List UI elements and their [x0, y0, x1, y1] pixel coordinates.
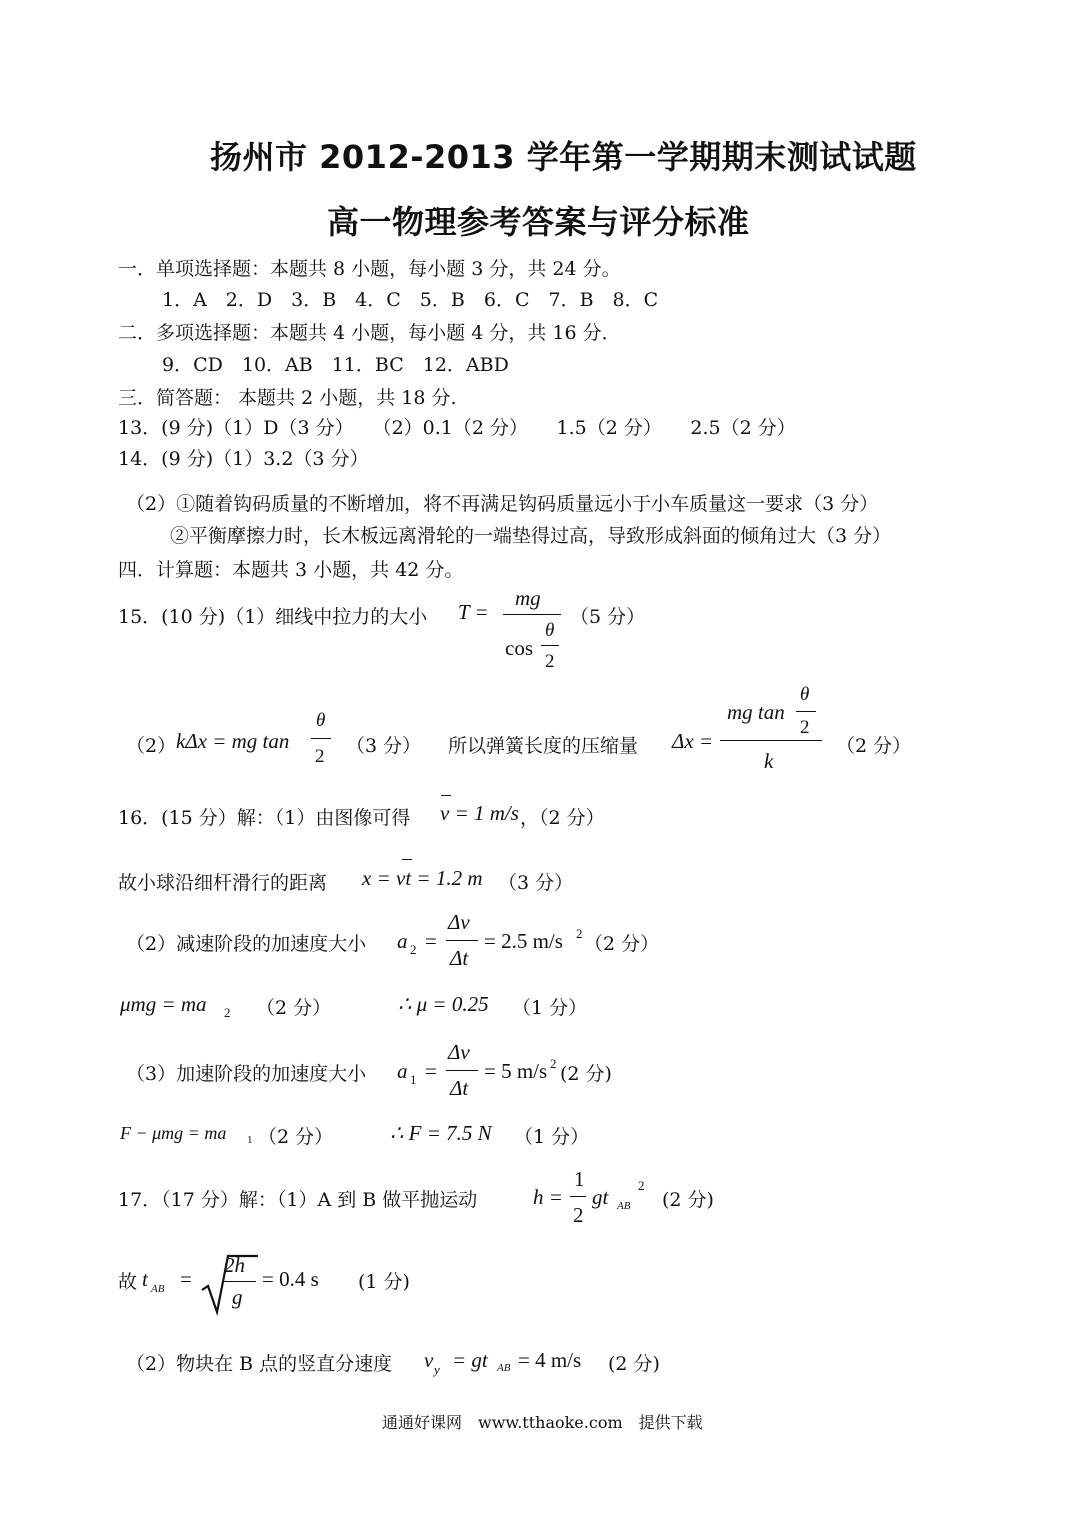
- q17-line2-rhs: = 0.4 s: [262, 1267, 319, 1291]
- q16-line4-sub: 2: [224, 1005, 231, 1020]
- q15-part1-score: （5 分）: [570, 606, 646, 628]
- q15-part1-inner-bar: [541, 645, 559, 646]
- q17-line3-text: （2）物块在 B 点的竖直分速度: [126, 1353, 393, 1375]
- q17-line3-sub: y: [434, 1362, 440, 1377]
- section-3-heading: 三．简答题： 本题共 2 小题，共 18 分.: [118, 387, 457, 409]
- q16-line1-equation: v = 1 m/s: [440, 801, 519, 825]
- q16-line3-score: （2 分）: [584, 933, 660, 955]
- q17-line2-equals: =: [180, 1267, 192, 1291]
- q15-part2-lhs: Δx =: [672, 729, 714, 753]
- q16-line3-equals: =: [425, 929, 437, 953]
- q17-line1-sup: 2: [638, 1178, 645, 1193]
- q16-line3-numerator: Δv: [448, 910, 470, 934]
- q15-part1-text: 15．(10 分)（1）细线中拉力的大小: [118, 606, 428, 628]
- section-4-heading: 四．计算题：本题共 3 小题，共 42 分。: [118, 559, 464, 581]
- q15-part2-inner-bar: [311, 738, 331, 739]
- q16-line5-numerator: Δv: [448, 1040, 470, 1064]
- q15-part1-two: 2: [545, 651, 555, 672]
- q15-part2-equation: kΔx = mg tan: [176, 729, 290, 753]
- q17-line1-score: (2 分): [662, 1189, 714, 1211]
- q16-line2-text: 故小球沿细杆滑行的距离: [118, 872, 328, 894]
- q15-part2-score: （3 分）: [346, 735, 422, 757]
- q15-part1-numerator: mg: [515, 586, 541, 610]
- q17-line3-score: (2 分): [608, 1353, 660, 1375]
- section-1-heading: 一．单项选择题：本题共 8 小题，每小题 3 分，共 24 分。: [118, 258, 621, 280]
- q17-line1-denominator: 2: [573, 1203, 584, 1227]
- q13-answer: 13．(9 分)（1）D（3 分） （2）0.1（2 分） 1.5（2 分） 2.5（2 分）: [118, 417, 796, 439]
- q16-line3-sub: 2: [410, 942, 417, 957]
- q16-line1-score: ，（2 分）: [520, 807, 605, 829]
- q16-line6-equation: F − μmg = ma: [120, 1123, 227, 1143]
- q15-part2-num-inner-bar: [796, 711, 816, 712]
- page-subtitle: 高一物理参考答案与评分标准: [327, 203, 750, 241]
- q17-line3-lhs: v: [424, 1348, 434, 1372]
- q17-line1-text: 17．（17 分）解：（1）A 到 B 做平抛运动: [118, 1189, 478, 1211]
- q14-answer-1: 14．(9 分)（1）3.2（3 分）: [118, 448, 369, 470]
- q16-line6-sub: 1: [247, 1134, 253, 1146]
- section-1-answers: 1．A 2．D 3．B 4．C 5．B 6．C 7．B 8．C: [162, 289, 659, 311]
- q16-line5-denominator: Δt: [450, 1076, 469, 1100]
- q17-line2-sub: AB: [151, 1283, 165, 1295]
- q17-line2-numerator: 2h: [224, 1253, 245, 1277]
- q17-line2-score: (1 分): [358, 1271, 410, 1293]
- q16-line5-fraction-bar: [446, 1070, 478, 1071]
- q15-part1-lhs: T =: [458, 600, 489, 624]
- q17-line1-lhs: h =: [533, 1185, 563, 1209]
- q16-line5-equals: =: [425, 1059, 437, 1083]
- q16-line5-lhs: a: [397, 1059, 408, 1083]
- q16-line3-text: （2）减速阶段的加速度大小: [126, 933, 367, 955]
- q15-part2-num-two: 2: [800, 717, 810, 738]
- q15-part2-score2: （2 分）: [836, 735, 912, 757]
- section-2-heading: 二．多项选择题：本题共 4 小题，每小题 4 分，共 16 分．: [118, 322, 621, 344]
- q14-answer-2b: ②平衡摩擦力时，长木板远离滑轮的一端垫得过高，导致形成斜面的倾角过大（3 分）: [170, 525, 892, 547]
- q16-line1-text: 16．(15 分）解：（1）由图像可得: [118, 807, 411, 829]
- q16-vbar-overline-2: [402, 859, 412, 860]
- section-2-answers: 9．CD 10．AB 11．BC 12．ABD: [162, 354, 509, 376]
- page-footer: 通通好课网 www.tthaoke.com 提供下载: [382, 1413, 703, 1432]
- q17-line1-numerator: 1: [574, 1167, 585, 1191]
- q16-line2-score: （3 分）: [498, 872, 574, 894]
- q15-part1-fraction-bar: [503, 614, 561, 615]
- page-title: 扬州市 2012-2013 学年第一学期期末测试试题: [210, 138, 917, 176]
- q15-part2-fraction-bar: [720, 740, 822, 741]
- q17-line2-denominator: g: [232, 1285, 243, 1309]
- q15-part2-denominator: k: [764, 749, 774, 773]
- q16-line3-fraction-bar: [446, 940, 478, 941]
- q15-part1-cos: cos: [505, 636, 533, 660]
- q16-line4-score2: （1 分）: [512, 997, 588, 1019]
- q16-line2-equation: x = vt = 1.2 m: [362, 866, 483, 890]
- q16-line5-text: （3）加速阶段的加速度大小: [126, 1063, 367, 1085]
- q16-line4-score: （2 分）: [256, 997, 332, 1019]
- q16-line3-lhs: a: [397, 929, 408, 953]
- q17-line1-sub: AB: [617, 1200, 631, 1212]
- q16-line5-rhs: = 5 m/s: [484, 1059, 548, 1083]
- q15-part2-label: （2）: [126, 735, 177, 757]
- q17-line2-fraction-bar: [222, 1281, 256, 1282]
- q15-part2-numerator: mg tan: [727, 700, 785, 724]
- q17-line1-fraction-bar: [570, 1196, 586, 1197]
- q17-line2-lhs: t: [142, 1267, 148, 1291]
- q16-line3-sup: 2: [576, 926, 583, 941]
- q16-line5-score: (2 分): [560, 1063, 612, 1085]
- q15-part2-theta: θ: [316, 710, 326, 731]
- q17-line3-sub2: AB: [497, 1362, 511, 1374]
- q15-part1-theta: θ: [545, 620, 555, 641]
- q16-line6-result: ∴ F = 7.5 N: [390, 1121, 492, 1145]
- q16-line3-denominator: Δt: [450, 946, 469, 970]
- q14-answer-2a: （2）①随着钩码质量的不断增加，将不再满足钩码质量远小于小车质量这一要求（3 分）: [126, 493, 879, 515]
- q16-line6-score2: （1 分）: [514, 1126, 590, 1148]
- q15-part2-two: 2: [315, 746, 325, 767]
- q16-line5-sub: 1: [410, 1072, 417, 1087]
- q16-line4-result: ∴ μ = 0.25: [398, 992, 489, 1016]
- q16-vbar-overline-1: [441, 795, 451, 796]
- q16-line4-equation: μmg = ma: [120, 992, 207, 1016]
- q17-line1-rhs: gt: [592, 1185, 609, 1209]
- q16-line3-rhs: = 2.5 m/s: [484, 929, 563, 953]
- q17-line3-rhs: = 4 m/s: [518, 1348, 582, 1372]
- q16-line6-score: （2 分）: [258, 1126, 334, 1148]
- q17-line3-equation: = gt: [452, 1348, 488, 1372]
- q15-part2-num-theta: θ: [800, 684, 810, 705]
- q16-line5-sup: 2: [550, 1056, 557, 1071]
- q17-line2-text: 故: [118, 1271, 138, 1293]
- q15-part2-text: 所以弹簧长度的压缩量: [448, 735, 639, 757]
